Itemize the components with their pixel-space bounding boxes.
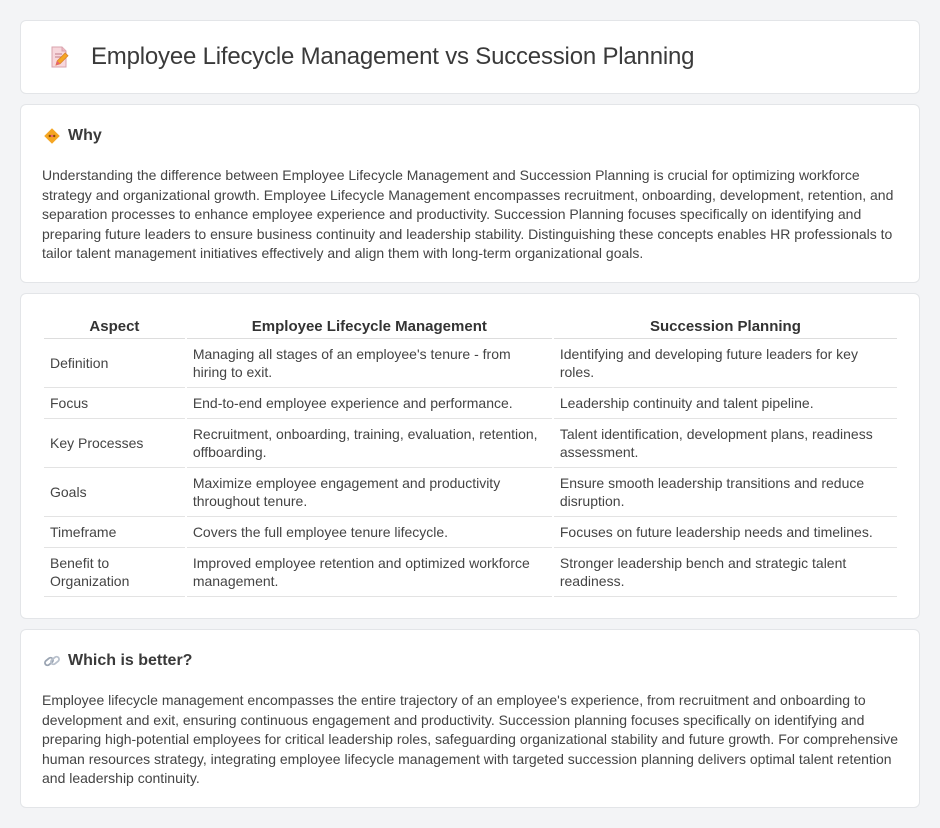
lifecycle-cell: Covers the full employee tenure lifecycle. <box>187 517 552 548</box>
table-header-row <box>44 316 897 339</box>
aspect-cell: Key Processes <box>44 419 185 468</box>
better-heading: Which is better? <box>68 652 193 669</box>
succession-cell: Ensure smooth leadership transitions and reduce disruption. <box>554 468 897 517</box>
succession-cell: Identifying and developing future leaders for key roles. <box>554 339 897 388</box>
succession-cell: Stronger leadership bench and strategic talent readiness. <box>554 548 897 597</box>
diamond-icon <box>43 127 61 145</box>
why-heading: Why <box>68 127 102 144</box>
which-is-better-section <box>20 629 920 808</box>
header-aspect: Aspect <box>44 316 185 339</box>
lifecycle-cell: Managing all stages of an employee's tenure - from hiring to exit. <box>187 339 552 388</box>
title-card <box>20 20 920 94</box>
why-text: Understanding the difference between Employee Lifecycle Management and Succession Planning is crucial for optimizing workforce strategy and organizational growth. Employee Lifecycle Management encompasses recruitment, onboarding, development, retention, and separation processes to enhance employee experience and productivity. Succession Planning focuses specifically on identifying and preparing future leaders to ensure business continuity and leadership stability. Distinguishing these concepts enables HR professionals to tailor talent management initiatives effectively and align them with long-term organizational goals. <box>42 167 894 261</box>
table-row <box>44 517 897 548</box>
comparison-table <box>42 316 899 597</box>
aspect-cell: Goals <box>44 468 185 517</box>
better-text: Employee lifecycle management encompasses the entire trajectory of an employee's experience, from recruitment and onboarding to development and exit, ensuring continuous engagement and productivity. Succession planning focuses specifically on identifying and preparing high-potential employees for critical leadership roles, safeguarding organizational stability and future growth. For comprehensive human resources strategy, integrating employee lifecycle management with targeted succession planning delivers optimal talent retention and leadership continuity. <box>42 692 899 786</box>
comparison-section <box>20 293 920 619</box>
aspect-cell: Timeframe <box>44 517 185 548</box>
succession-cell: Leadership continuity and talent pipeline. <box>554 388 897 419</box>
why-heading-row <box>43 127 102 145</box>
table-row <box>44 388 897 419</box>
lifecycle-cell: Improved employee retention and optimized workforce management. <box>187 548 552 597</box>
table-row <box>44 339 897 388</box>
table-row <box>44 419 897 468</box>
document-pencil-icon <box>47 45 71 69</box>
header-employee-lifecycle: Employee Lifecycle Management <box>187 316 552 339</box>
link-icon <box>43 652 61 670</box>
why-section <box>20 104 920 283</box>
lifecycle-cell: End-to-end employee experience and performance. <box>187 388 552 419</box>
table-row <box>44 548 897 597</box>
header-succession-planning: Succession Planning <box>554 316 897 339</box>
title-row <box>21 21 919 93</box>
aspect-cell: Focus <box>44 388 185 419</box>
better-heading-row <box>43 652 192 670</box>
page-title: Employee Lifecycle Management vs Succession Planning <box>91 43 695 70</box>
lifecycle-cell: Maximize employee engagement and productivity throughout tenure. <box>187 468 552 517</box>
aspect-cell: Definition <box>44 339 185 388</box>
succession-cell: Focuses on future leadership needs and timelines. <box>554 517 897 548</box>
lifecycle-cell: Recruitment, onboarding, training, evaluation, retention, offboarding. <box>187 419 552 468</box>
table-row <box>44 468 897 517</box>
succession-cell: Talent identification, development plans, readiness assessment. <box>554 419 897 468</box>
aspect-cell: Benefit to Organization <box>44 548 185 597</box>
